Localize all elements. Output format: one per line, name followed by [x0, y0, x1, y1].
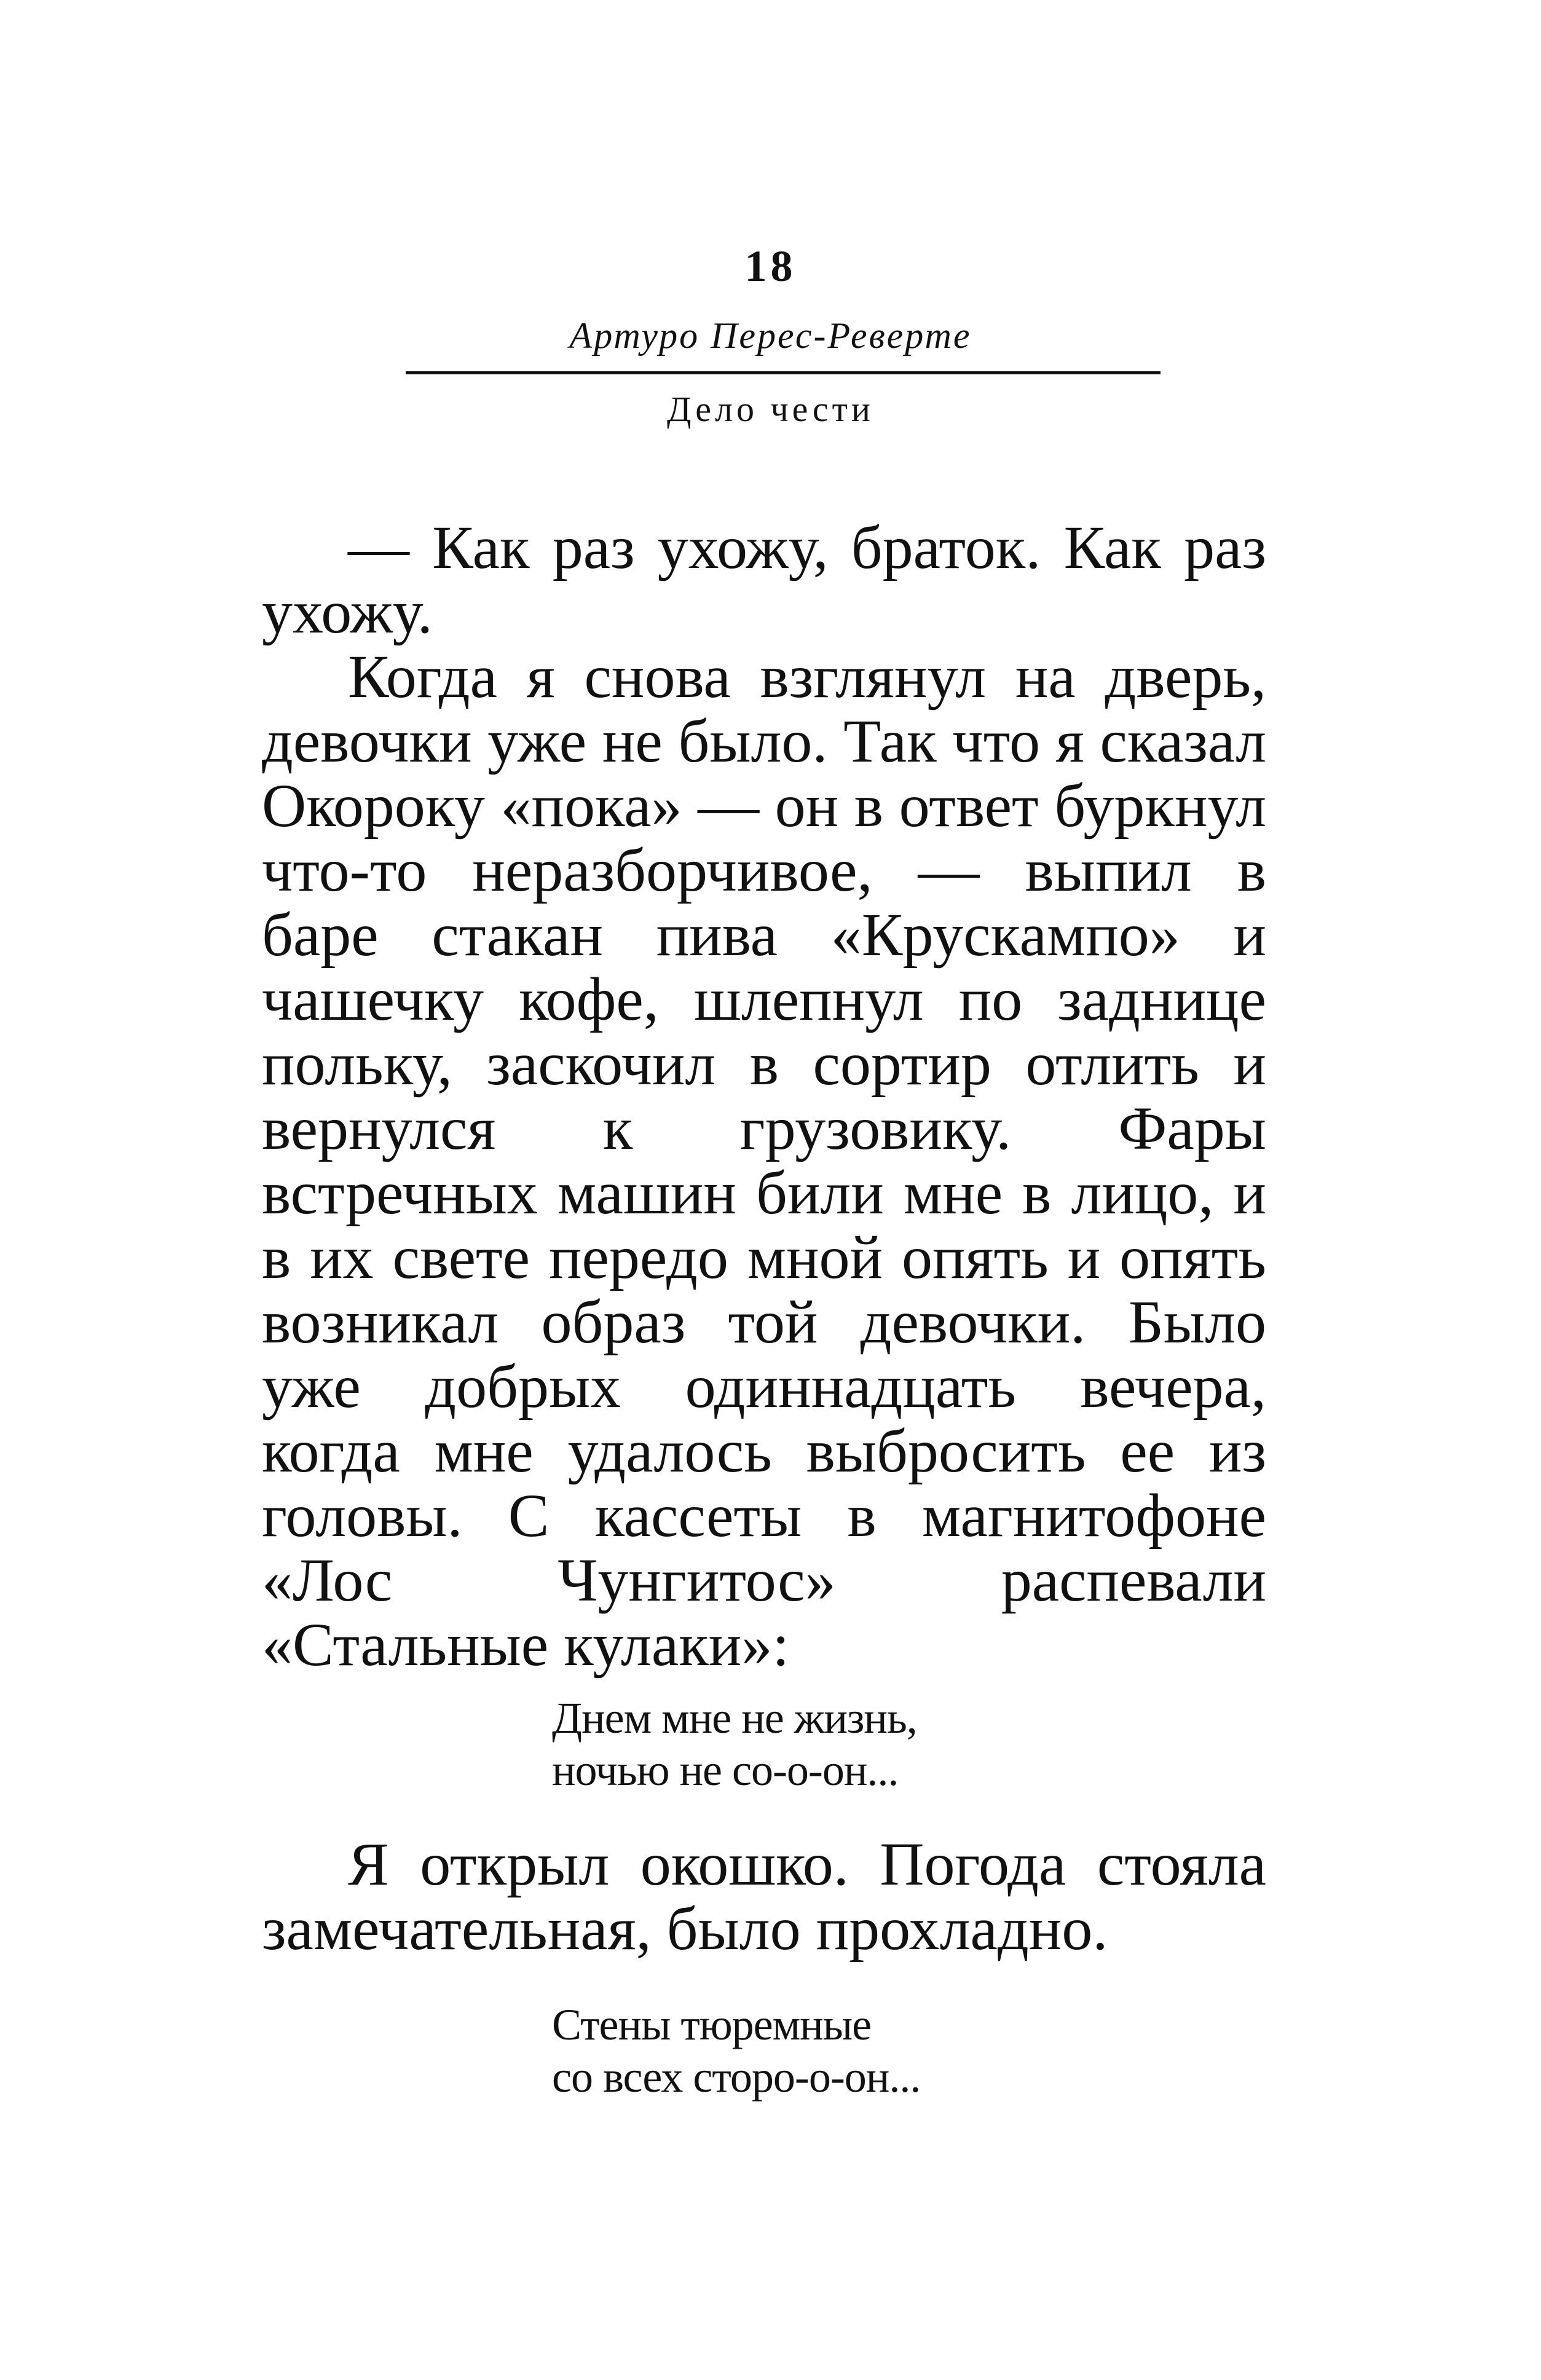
- paragraph-1: [262, 515, 1266, 644]
- paragraph-1-text: — Как раз ухожу, браток. Как раз ухожу.: [262, 513, 1266, 646]
- page-number: 18: [744, 242, 797, 291]
- paragraph-3-text: Я открыл окошко. Погода стояла замечательная, было прохладно.: [262, 1830, 1266, 1963]
- running-header-author: Артуро Перес-Реверте: [569, 315, 972, 356]
- verse-1-line-1: Днем мне не жизнь,: [552, 1693, 917, 1743]
- paragraph-3: [262, 1832, 1266, 1961]
- verse-1-line-2: ночью не со-о-он...: [552, 1746, 899, 1795]
- running-header-title: Дело чести: [667, 389, 874, 429]
- paragraph-2-text: Когда я снова взглянул на дверь, девочки уже не было. Так что я сказал Окороку «пока» — он в ответ буркнул что-то неразборчивое, — выпил в баре стакан пива «Крускампо» и чашечку кофе, шлепнул по заднице польку, заскочил в сортир отлить и вернулся к грузовику. Фары встречных машин били мне в лицо, и в их свете передо мной опять и опять возникал образ той девочки. Было уже добрых одиннадцать вечера, когда мне удалось выбросить ее из головы. С кассеты в магнитофоне «Лос Чунгитос» распевали «Стальные кулаки»:: [262, 642, 1266, 1679]
- verse-2-line-2: со всех сторо-о-он...: [552, 2052, 921, 2102]
- paragraph-2: [262, 644, 1266, 1677]
- verse-2-line-1: Стены тюремные: [552, 2000, 872, 2049]
- header-divider: [406, 371, 1161, 374]
